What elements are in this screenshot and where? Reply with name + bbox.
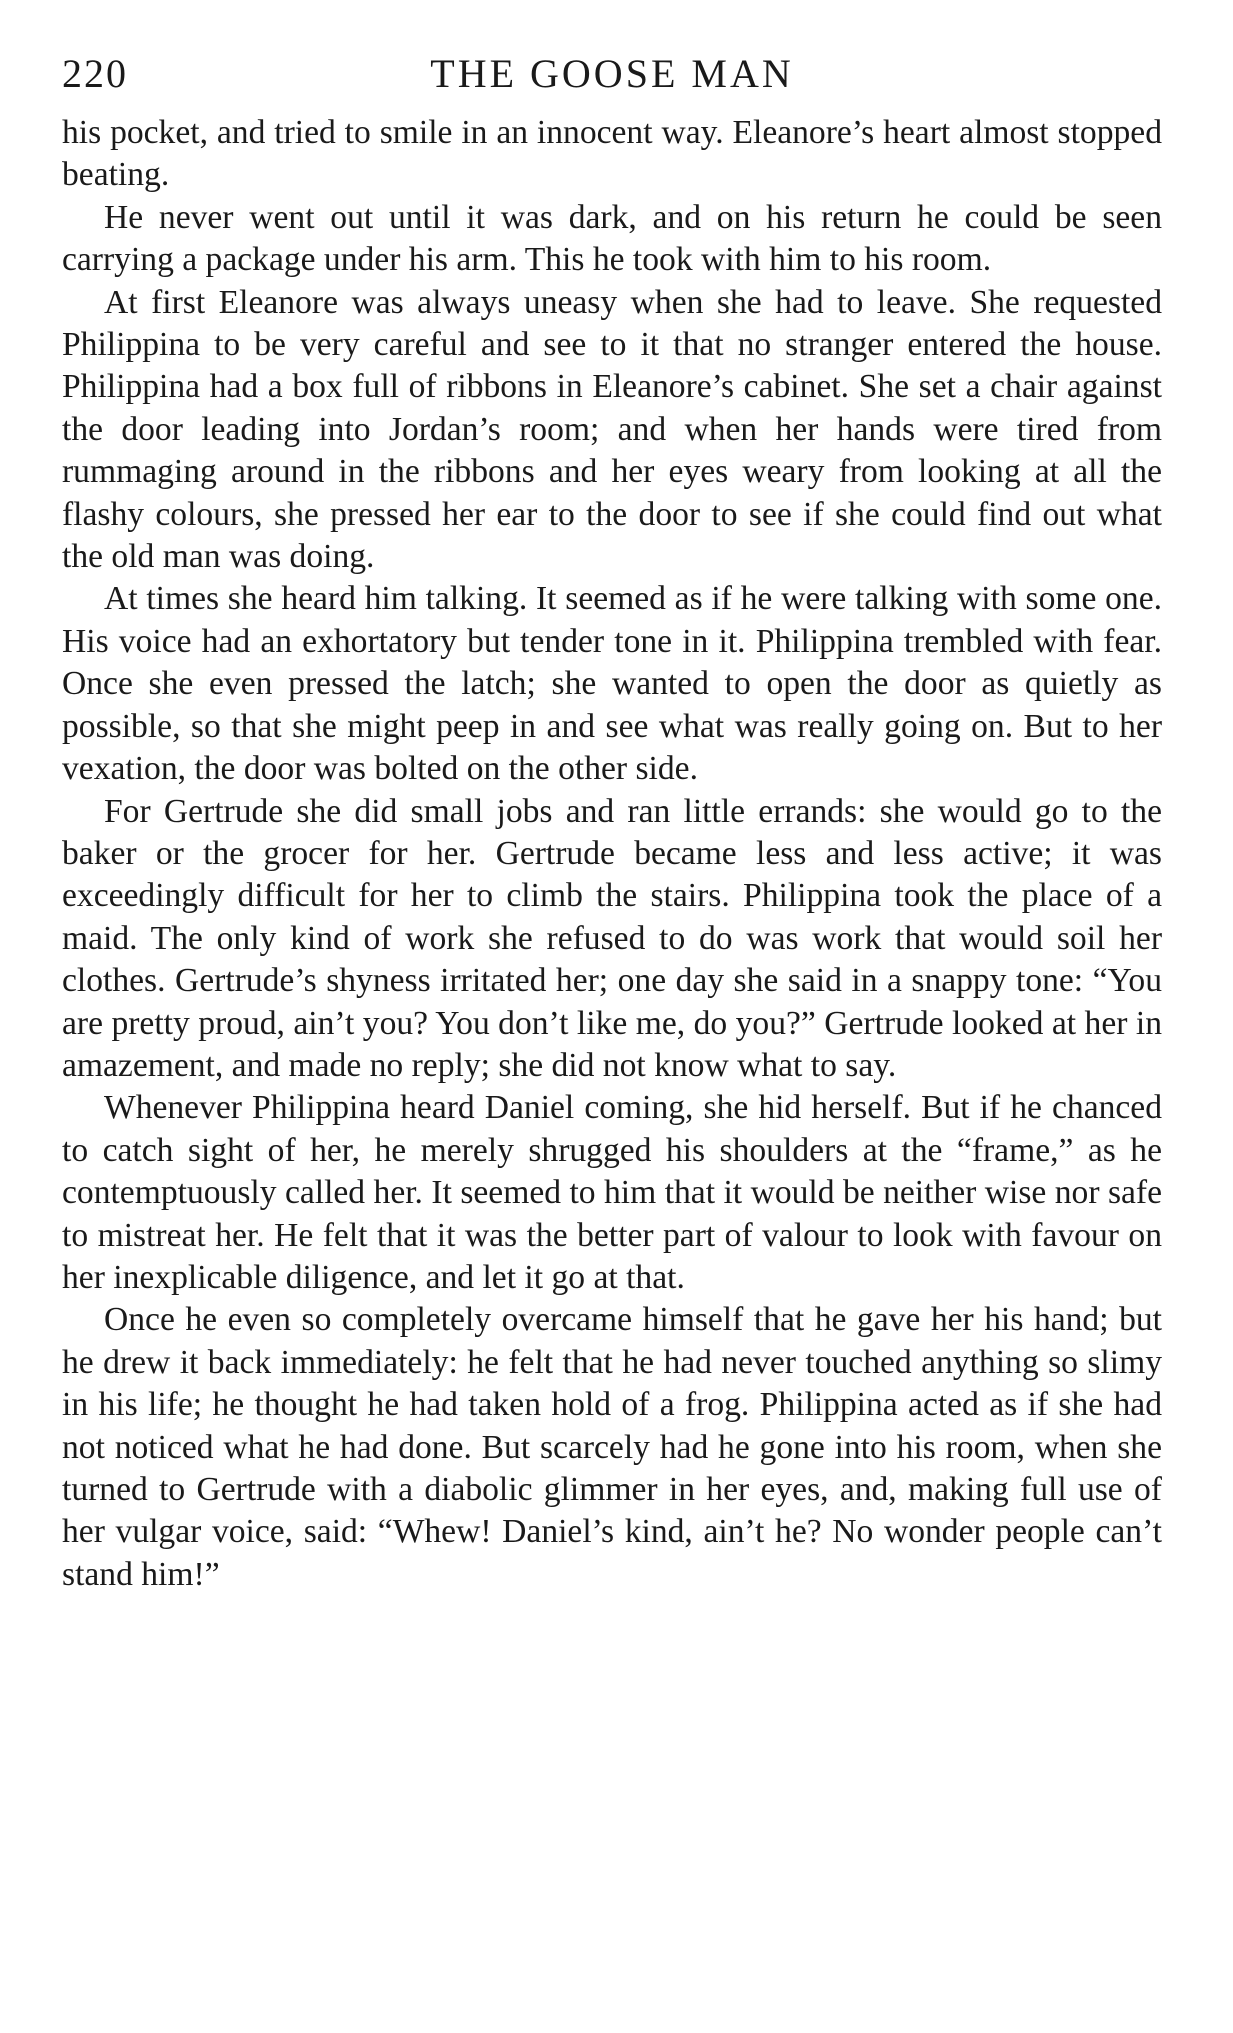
- running-title: THE GOOSE MAN: [430, 51, 794, 96]
- book-page: [62, 50, 1162, 1596]
- paragraph: At first Eleanore was always uneasy when she had to leave. She requested Philippina to be very careful and see to it that no stranger entered the house. Philippina had a box full of ribbons in Eleanore’s cabinet. She set a chair against the door leading into Jordan’s room; and when her hands were tired from rummaging around in the ribbons and her eyes weary from looking at all the flashy colours, she pressed her ear to the door to see if she could find out what the old man was doing.: [62, 283, 1162, 576]
- paragraph: Once he even so completely overcame himself that he gave her his hand; but he drew it back immediately: he felt that he had never touched anything so slimy in his life; he thought he had taken hold of a frog. Philippina acted as if she had not noticed what he had done. But scarcely had he gone into his room, when she turned to Gertrude with a diabolic glimmer in her eyes, and, making full use of her vulgar voice, said: “Whew! Daniel’s kind, ain’t he? No wonder people can’t stand him!”: [62, 1301, 1162, 1593]
- paragraph: He never went out until it was dark, and on his return he could be seen carrying a package under his arm. This he took with him to his room.: [62, 198, 1162, 279]
- paragraph: At times she heard him talking. It seemed as if he were talking with some one. His voice had an exhortatory but tender tone in it. Philippina trembled with fear. Once she even pressed the latch; she wanted to open the door as quietly as possible, so that she might peep in and see what was really going on. But to her vexation, the door was bolted on the other side.: [62, 580, 1162, 788]
- paragraph: Whenever Philippina heard Daniel coming, she hid herself. But if he chanced to catch sight of her, he merely shrugged his shoulders at the “frame,” as he contemptuously called her. It seemed to him that it would be neither wise nor safe to mistreat her. He felt that it was the better part of valour to look with favour on her inexplicable diligence, and let it go at that.: [62, 1089, 1162, 1296]
- page-number: 220: [62, 51, 128, 96]
- paragraph-continued: his pocket, and tried to smile in an innocent way. Eleanore’s heart almost stopped beating.: [62, 114, 1162, 194]
- body-text: [62, 112, 1162, 1596]
- running-head: [62, 50, 1162, 112]
- paragraph: For Gertrude she did small jobs and ran little errands: she would go to the baker or the grocer for her. Gertrude became less and less active; it was exceedingly difficult for her to climb the stairs. Philippina took the place of a maid. The only kind of work she refused to do was work that would soil her clothes. Gertrude’s shyness irritated her; one day she said in a snappy tone: “You are pretty proud, ain’t you? You don’t like me, do you?” Gertrude looked at her in amazement, and made no reply; she did not know what to say.: [62, 792, 1162, 1084]
